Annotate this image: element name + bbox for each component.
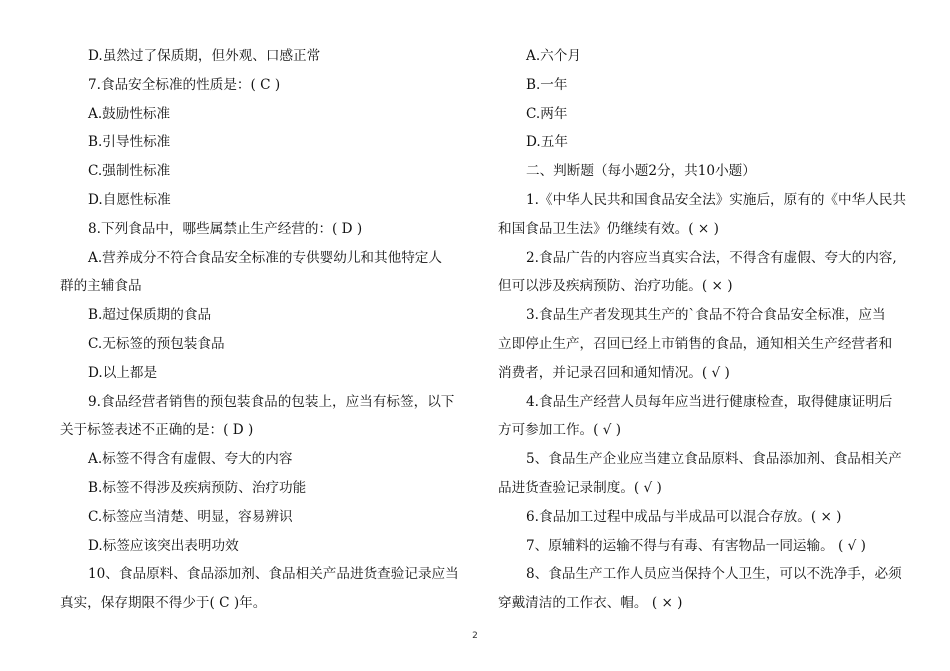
text-line: D.五年 bbox=[526, 134, 568, 151]
right-column bbox=[498, 42, 922, 618]
text-line: 8、食品生产工作人员应当保持个人卫生，可以不洗净手，必须 bbox=[526, 566, 902, 583]
left-column bbox=[60, 42, 484, 618]
text-line: 3.食品生产者发现其生产的`食品不符合食品安全标准，应当 bbox=[526, 307, 886, 324]
text-line: 和国食品卫生法》仍继续有效。( × ) bbox=[498, 220, 719, 237]
text-line: 立即停止生产，召回已经上市销售的食品，通知相关生产经营者和 bbox=[498, 335, 893, 352]
text-line: 1.《中华人民共和国食品安全法》实施后，原有的《中华人民共 bbox=[526, 191, 906, 208]
text-line: 方可参加工作。( √ ) bbox=[498, 422, 622, 439]
text-line: 2.食品广告的内容应当真实合法，不得含有虚假、夸大的内容, bbox=[526, 249, 897, 266]
text-line: A.营养成分不符合食品安全标准的专供婴幼儿和其他特定人 bbox=[88, 249, 442, 266]
text-line: 品进货查验记录制度。( √ ) bbox=[498, 479, 662, 496]
text-line: D.以上都是 bbox=[88, 364, 158, 381]
text-line: 4.食品生产经营人员每年应当进行健康检查，取得健康证明后 bbox=[526, 393, 893, 410]
text-line: B.一年 bbox=[526, 76, 568, 93]
page-number: 2 bbox=[472, 631, 478, 641]
text-line: 10、食品原料、食品添加剂、食品相关产品进货查验记录应当 bbox=[88, 566, 459, 583]
text-line: C.两年 bbox=[526, 105, 568, 122]
text-line: 7.食品安全标准的性质是：( C ) bbox=[88, 76, 281, 93]
text-line: 6.食品加工过程中成品与半成品可以混合存放。( × ) bbox=[526, 508, 842, 525]
text-line: C.无标签的预包装食品 bbox=[88, 335, 225, 352]
text-line: B.标签不得涉及疾病预防、治疗功能 bbox=[88, 479, 307, 496]
text-line: C.强制性标准 bbox=[88, 163, 171, 180]
text-line: 二、判断题（每小题2分，共10小题） bbox=[526, 163, 756, 180]
text-line: C.标签应当清楚、明显，容易辨识 bbox=[88, 508, 293, 525]
text-line: A.六个月 bbox=[526, 48, 581, 64]
text-line: 穿戴清洁的工作衣、帽。 ( × ) bbox=[498, 595, 683, 612]
text-line: 群的主辅食品 bbox=[60, 278, 142, 295]
text-line: 9.食品经营者销售的预包装食品的包装上，应当有标签，以下 bbox=[88, 393, 455, 410]
text-line: D.自愿性标准 bbox=[88, 191, 171, 208]
text-line: 5、食品生产企业应当建立食品原料、食品添加剂、食品相关产 bbox=[526, 451, 902, 468]
text-line: D.标签应该突出表明功效 bbox=[88, 537, 239, 554]
text-line: 但可以涉及疾病预防、治疗功能。( × ) bbox=[498, 278, 733, 295]
text-line: 关于标签表述不正确的是：( D ) bbox=[60, 422, 254, 439]
text-line: 真实，保存期限不得少于( C )年。 bbox=[60, 595, 267, 612]
text-line: B.引导性标准 bbox=[88, 134, 171, 151]
text-line: A.标签不得含有虚假、夸大的内容 bbox=[88, 451, 293, 468]
text-line: 8.下列食品中，哪些属禁止生产经营的：( D ) bbox=[88, 220, 363, 237]
text-line: D.虽然过了保质期，但外观、口感正常 bbox=[88, 48, 321, 64]
text-line: 消费者，并记录召回和通知情况。( √ ) bbox=[498, 364, 730, 381]
text-line: A.鼓励性标准 bbox=[88, 105, 171, 122]
text-line: 7、原辅料的运输不得与有毒、有害物品一同运输。 ( √ ) bbox=[526, 537, 866, 554]
text-line: B.超过保质期的食品 bbox=[88, 307, 212, 324]
